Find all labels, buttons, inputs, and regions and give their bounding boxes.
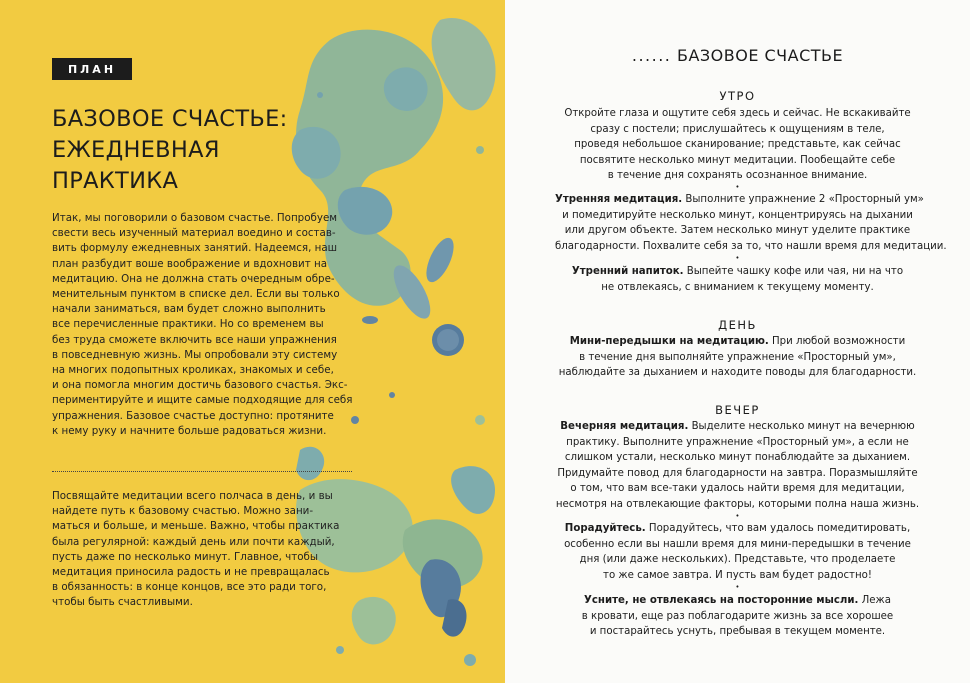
text-line: практику. Выполните упражнение «Просторный ум», а если не bbox=[566, 436, 909, 448]
lead-in-rest: Выпейте чашку кофе или чая, ни на что bbox=[683, 266, 904, 277]
text-line bbox=[555, 521, 920, 537]
text-line: в повседневную жизнь. Мы опробовали эту систему bbox=[52, 348, 338, 361]
text-line: на многих подопытных кроликах, знакомых и себе, bbox=[52, 364, 334, 377]
lead-in-bold: Усните, не отвлекаясь на посторонние мысли. bbox=[584, 595, 859, 606]
text-line bbox=[555, 419, 920, 435]
title-line: БАЗОВОЕ СЧАСТЬЕ: bbox=[52, 106, 288, 132]
morning-block-meditation bbox=[555, 192, 947, 254]
section-tag: ПЛАН bbox=[52, 58, 132, 80]
text-line: и постарайтесь уснуть, пребывая в текущем моменте. bbox=[589, 626, 886, 638]
text-line: найдете путь к базовому счастью. Можно зани- bbox=[52, 505, 314, 518]
lead-in-rest: Выполните упражнение 2 «Просторный ум» bbox=[682, 194, 924, 205]
text-line: была регулярной: каждый день или почти каждый, bbox=[52, 535, 335, 548]
text-line: особенно если вы нашли время для мини-передышки в течение bbox=[564, 538, 911, 550]
text-line: благодарности. Похвалите себя за то, что нашли время для медитации. bbox=[555, 240, 947, 252]
morning-block-drink bbox=[555, 264, 920, 295]
text-line: или другом объекте. Затем несколько минут уделите практике bbox=[564, 225, 911, 237]
text-line: то же самое завтра. И пусть вам будет радостно! bbox=[603, 569, 872, 581]
text-line: все перечисленные практики. Но со временем вы bbox=[52, 318, 324, 331]
text-line: без труда сможете включить все наши упражнения bbox=[52, 333, 337, 346]
day-block-breaks bbox=[555, 334, 920, 381]
text-line: Придумайте повод для благодарности на завтра. Поразмышляйте bbox=[557, 467, 918, 479]
text-line: маться и больше, и меньше. Важно, чтобы практика bbox=[52, 520, 340, 533]
text-line: слишком устали, несколько минут понаблюдайте за дыханием. bbox=[564, 452, 911, 464]
text-line: свести весь изученный материал воедино и состав- bbox=[52, 227, 336, 240]
dotted-divider bbox=[52, 471, 352, 472]
lead-in-bold: Утренний напиток. bbox=[571, 266, 684, 277]
text-line: не отвлекаясь, с вниманием к текущему моменту. bbox=[601, 281, 874, 293]
text-line: медитацию. Она не должна стать очередным обре- bbox=[52, 272, 335, 285]
text-line: Посвящайте медитации всего полчаса в день, и вы bbox=[52, 490, 333, 502]
right-page-title bbox=[505, 46, 970, 65]
text-line: Итак, мы поговорили о базовом счастье. Попробуем bbox=[52, 212, 338, 224]
text-line bbox=[555, 192, 924, 208]
text-line: в течение дня выполняйте упражнение «Просторный ум», bbox=[579, 351, 896, 363]
text-line: Откройте глаза и ощутите себя здесь и сейчас. Не вскакивайте bbox=[564, 108, 911, 119]
bullet-separator: • bbox=[735, 583, 740, 591]
lead-in-rest: Лежа bbox=[858, 595, 891, 606]
lead-in-bold: Мини-передышки на медитацию. bbox=[569, 336, 769, 347]
lead-in-bold: Утренняя медитация. bbox=[555, 194, 683, 205]
text-line: в кровати, еще раз поблагодарите жизнь за все хорошее bbox=[581, 610, 894, 622]
text-line: к нему руку и начните больше радоваться жизни. bbox=[52, 424, 327, 437]
text-line: несмотря на отвлекающие факторы, которыми полна наша жизнь. bbox=[555, 498, 920, 510]
section-heading-day: ДЕНЬ bbox=[718, 318, 757, 332]
bullet-separator: • bbox=[735, 254, 740, 262]
lead-in-bold: Вечерняя медитация. bbox=[560, 421, 689, 432]
text-line: и она помогла многим достичь базового счастья. Экс- bbox=[52, 379, 348, 392]
title-line: ЕЖЕДНЕВНАЯ bbox=[52, 137, 220, 163]
text-line: наблюдайте за дыханием и находите поводы для благодарности. bbox=[558, 367, 917, 379]
page-title bbox=[52, 104, 352, 197]
text-line: сразу с постели; прислушайтесь к ощущениям в теле, bbox=[590, 123, 885, 135]
evening-block-meditation bbox=[555, 419, 920, 513]
text-line: начали заниматься, вам будет сложно выполнить bbox=[52, 303, 326, 316]
bullet-separator: • bbox=[735, 183, 740, 191]
text-line: менительным пунктом в списке дел. Если вы только bbox=[52, 288, 340, 301]
evening-block-rejoice bbox=[555, 521, 920, 583]
section-heading-evening: ВЕЧЕР bbox=[715, 403, 760, 417]
bullet-separator: • bbox=[735, 512, 740, 520]
morning-block-wakeup bbox=[555, 106, 920, 184]
text-line: упражнения. Базовое счастье доступно: протяните bbox=[52, 409, 334, 422]
text-line: в течение дня сохранять осознанное внимание. bbox=[607, 170, 868, 182]
title-line: ПРАКТИКА bbox=[52, 168, 179, 194]
intro-paragraph bbox=[52, 211, 352, 439]
right-page bbox=[505, 0, 970, 683]
lead-in-rest: Порадуйтесь, что вам удалось помедитировать, bbox=[645, 523, 911, 534]
text-line bbox=[555, 264, 920, 280]
text-line: и помедитируйте несколько минут, концентрируясь на дыхании bbox=[562, 209, 913, 221]
lead-in-bold: Порадуйтесь. bbox=[564, 523, 646, 534]
text-line: в обязанность: в конце концов, все это ради того, bbox=[52, 581, 327, 594]
lead-in-rest: Выделите несколько минут на вечернюю bbox=[688, 421, 915, 432]
text-line: вить формулу ежедневных занятий. Надеемся, наш bbox=[52, 242, 338, 255]
text-line: медитация приносила радость и не превращалась bbox=[52, 566, 330, 579]
second-paragraph bbox=[52, 489, 352, 611]
title-text: БАЗОВОЕ СЧАСТЬЕ bbox=[676, 46, 844, 65]
title-dots: ...... bbox=[631, 46, 672, 65]
lead-in-rest: При любой возможности bbox=[768, 336, 906, 347]
text-line: о том, что вам все-таки удалось найти время для медитации, bbox=[570, 483, 905, 495]
text-line: чтобы быть счастливыми. bbox=[52, 596, 193, 609]
section-heading-morning: УТРО bbox=[719, 89, 756, 103]
text-line bbox=[555, 593, 920, 609]
text-line: посвятите несколько минут медитации. Пообещайте себе bbox=[579, 154, 896, 166]
text-line: дня (или даже нескольких). Представьте, что проделаете bbox=[579, 554, 896, 566]
text-line: проведя небольшое сканирование; представьте, как сейчас bbox=[574, 139, 901, 151]
text-line bbox=[555, 334, 920, 350]
text-line: план разбудит воше воображение и вдохновит на bbox=[52, 257, 328, 270]
text-line: периментируйте и ищите самые подходящие для себя bbox=[52, 394, 353, 407]
text-line: пусть даже по несколько минут. Главное, чтобы bbox=[52, 550, 318, 563]
evening-block-sleep bbox=[555, 593, 920, 640]
